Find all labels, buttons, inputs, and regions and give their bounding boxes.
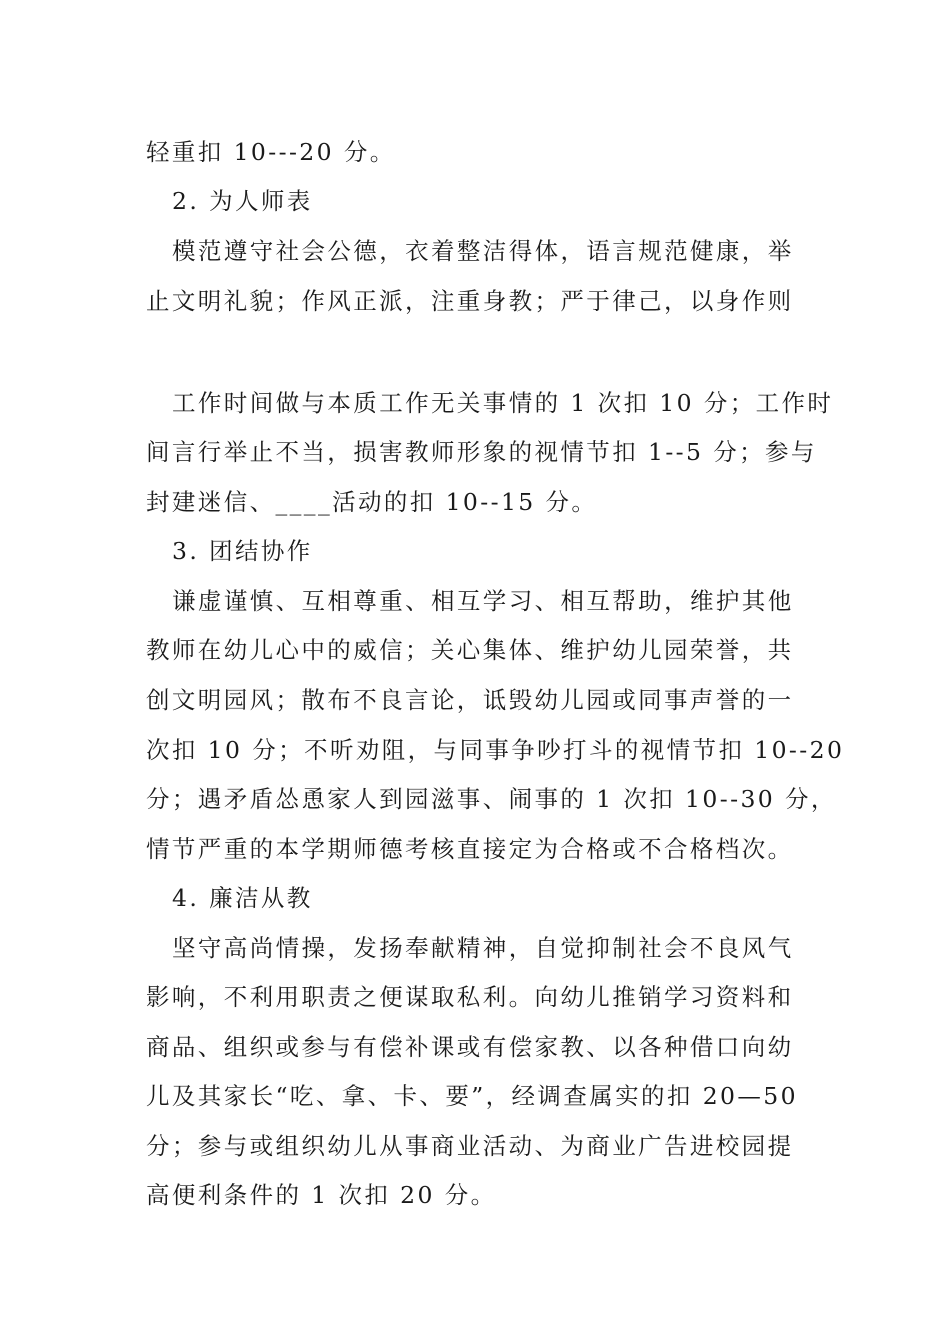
text-line: 轻重扣 10---20 分。	[146, 138, 396, 166]
paragraph-line: 情节严重的本学期师德考核直接定为合格或不合格档次。	[146, 835, 794, 863]
paragraph-line: 分；参与或组织幼儿从事商业活动、为商业广告进校园提	[146, 1132, 794, 1160]
paragraph-line: 模范遵守社会公德，衣着整洁得体，语言规范健康，举	[172, 237, 794, 265]
paragraph-line: 分；遇矛盾怂恿家人到园滋事、闹事的 1 次扣 10--30 分，	[146, 785, 837, 813]
section-heading: 2. 为人师表	[172, 187, 313, 215]
paragraph-line: 间言行举止不当，损害教师形象的视情节扣 1--5 分；参与	[146, 438, 817, 466]
paragraph-line: 工作时间做与本质工作无关事情的 1 次扣 10 分；工作时	[172, 389, 834, 417]
paragraph-line: 创文明园风；散布不良言论，诋毁幼儿园或同事声誉的一	[146, 686, 794, 714]
paragraph-line: 谦虚谨慎、互相尊重、相互学习、相互帮助，维护其他	[172, 587, 794, 615]
paragraph-line: 封建迷信、____活动的扣 10--15 分。	[146, 488, 598, 516]
section-heading: 3. 团结协作	[172, 537, 313, 565]
paragraph-line: 商品、组织或参与有偿补课或有偿家教、以各种借口向幼	[146, 1033, 794, 1061]
paragraph-line: 次扣 10 分；不听劝阻，与同事争吵打斗的视情节扣 10--20	[146, 736, 845, 764]
paragraph-line: 高便利条件的 1 次扣 20 分。	[146, 1181, 497, 1209]
paragraph-line: 教师在幼儿心中的威信；关心集体、维护幼儿园荣誉，共	[146, 636, 794, 664]
paragraph-line: 儿及其家长“吃、拿、卡、要”，经调查属实的扣 20—50	[146, 1082, 799, 1110]
section-heading: 4. 廉洁从教	[172, 884, 313, 912]
paragraph-line: 坚守高尚情操，发扬奉献精神，自觉抑制社会不良风气	[172, 934, 794, 962]
paragraph-line: 影响，不利用职责之便谋取私利。向幼儿推销学习资料和	[146, 983, 794, 1011]
paragraph-line: 止文明礼貌；作风正派，注重身教；严于律己，以身作则	[146, 287, 794, 315]
